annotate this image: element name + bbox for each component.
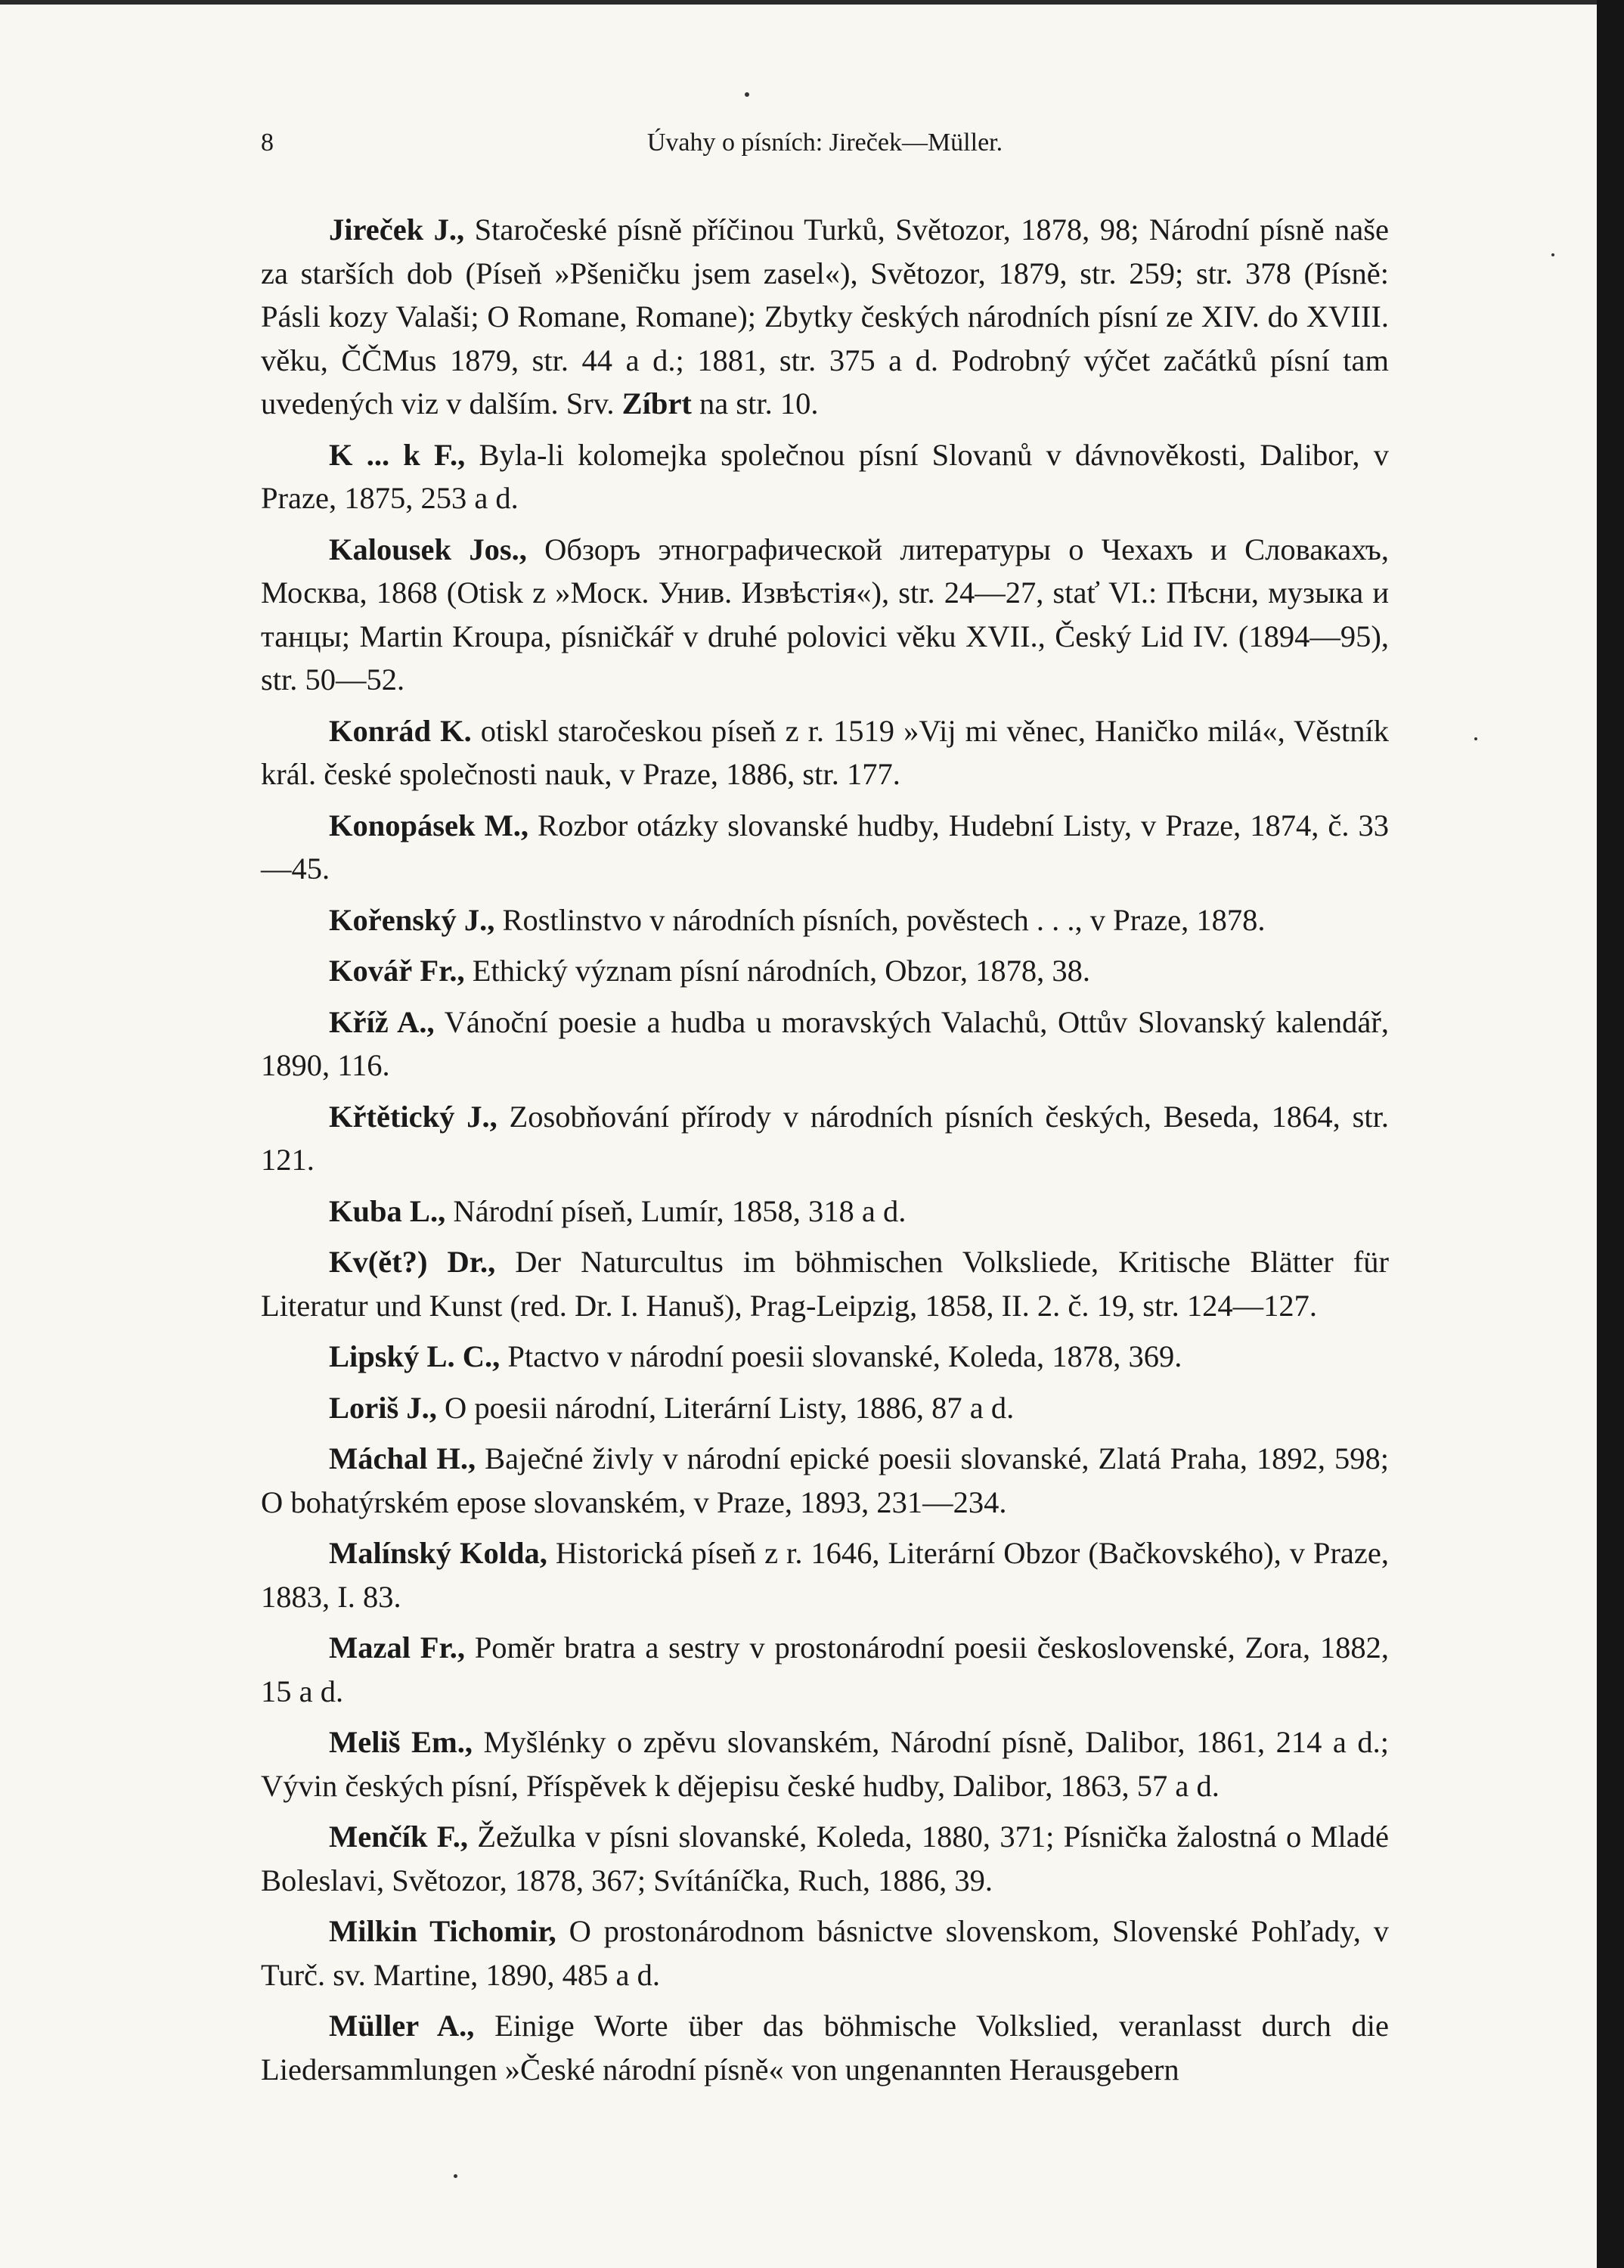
- entry-author: Lipský L. C.,: [329, 1339, 501, 1373]
- entry-text: Zosobňování přírody v národních písních českých, Beseda, 1864, str. 121.: [261, 1099, 1389, 1177]
- bibliography-body: [261, 208, 1389, 2099]
- entry-text: Poměr bratra a sestry v prostonárodní poesii československé, Zora, 1882, 15 a d.: [261, 1630, 1389, 1708]
- entry-author: Máchal H.,: [329, 1441, 476, 1475]
- entry-text: Historická píseň z r. 1646, Literární Obzor (Bačkovského), v Praze, 1883, I. 83.: [261, 1536, 1389, 1614]
- bibliography-entry: [261, 1626, 1389, 1713]
- entry-author: Kalousek Jos.,: [329, 532, 527, 566]
- page-number: 8: [261, 129, 274, 157]
- entry-text: Žežulka v písni slovanské, Koleda, 1880, 371; Písnička žalostná o Mladé Boleslavi, Světozor, 1878, 367; Svítáníčka, Ruch, 1886, 39.: [261, 1820, 1390, 1897]
- entry-author: Kv(ět?) Dr.,: [329, 1245, 496, 1279]
- entry-author: Müller A.,: [329, 2009, 475, 2043]
- entry-text: otiskl staročeskou píseň z r. 1519 »Vij mi věnec, Haničko milá«, Věstník král. české společnosti nauk, v Praze, 1886, str. 177.: [261, 713, 1389, 791]
- page-header: [261, 129, 1389, 174]
- entry-text: Baječné živly v národní epické poesii slovanské, Zlatá Praha, 1892, 598; O bohatýrském epose slovanském, v Praze, 1893, 231—234.: [261, 1441, 1389, 1519]
- bibliography-entry: [261, 1531, 1389, 1618]
- bibliography-entry: [261, 804, 1389, 891]
- scan-speck: [1551, 253, 1554, 256]
- scan-speck: [745, 92, 749, 97]
- entry-author: Menčík F.,: [329, 1820, 469, 1854]
- entry-author: Konrád K.: [329, 713, 472, 748]
- scan-edge-right: [1597, 0, 1624, 2268]
- entry-author: Mazal Fr.,: [329, 1630, 465, 1665]
- entry-text: Národní píseň, Lumír, 1858, 318 a d.: [445, 1193, 907, 1228]
- entry-author: Meliš Em.,: [329, 1725, 473, 1759]
- scan-edge-top: [0, 0, 1624, 5]
- entry-author: Kuba L.,: [329, 1193, 446, 1228]
- bibliography-entry: [261, 1910, 1389, 1997]
- bibliography-entry: [261, 1190, 1389, 1233]
- entry-text: O prostonárodnom básnictve slovenskom, Slovenské Pohľady, v Turč. sv. Martine, 1890, 485 a d.: [261, 1914, 1389, 1992]
- entry-author: K ... k F.,: [329, 437, 466, 472]
- entry-text: Einige Worte über das böhmische Volkslied, veranlasst durch die Liedersammlungen »České národní písně« von ungenannten Herausgebern: [261, 2009, 1389, 2086]
- bibliography-entry: [261, 1720, 1389, 1807]
- entry-text: Rozbor otázky slovanské hudby, Hudební Listy, v Praze, 1874, č. 33—45.: [261, 808, 1389, 886]
- entry-text: Ptactvo v národní poesii slovanské, Koleda, 1878, 369.: [500, 1339, 1182, 1373]
- bibliography-entry: [261, 709, 1389, 796]
- bibliography-entry: [261, 1815, 1389, 1902]
- bibliography-entry: [261, 1095, 1389, 1182]
- scan-speck: [1474, 737, 1477, 740]
- bibliography-entry: [261, 433, 1389, 520]
- bibliography-entry: [261, 528, 1389, 702]
- bibliography-entry: [261, 1437, 1389, 1524]
- entry-author: Milkin Tichomir,: [329, 1914, 556, 1948]
- entry-text: Обзоръ этнографической литературы о Чехахъ и Словакахъ, Москва, 1868 (Otisk z »Моск. Унив. Извѣстія«), str. 24—27, stať VI.: Пѣсни, музыка и танцы; Martin Kroupa, písničkář v druhé polovici věku XVII., Český Lid IV. (1894—95), str. 50—52.: [261, 532, 1389, 697]
- bibliography-entry: [261, 1386, 1389, 1430]
- bibliography-entry: [261, 1001, 1389, 1087]
- entry-author: Křtětický J.,: [329, 1099, 497, 1134]
- entry-author: Malínský Kolda,: [329, 1536, 547, 1570]
- running-title: Úvahy o písních: Jireček—Müller.: [646, 129, 1003, 157]
- bibliography-entry: [261, 898, 1389, 942]
- entry-author-secondary: Zíbrt: [621, 386, 692, 420]
- bibliography-entry: [261, 2004, 1389, 2091]
- entry-text: Myšlénky o zpěvu slovanském, Národní písně, Dalibor, 1861, 214 a d.; Vývin českých písní, Příspěvek k dějepisu české hudby, Dalibor, 1863, 57 a d.: [261, 1725, 1389, 1803]
- entry-text-secondary: na str. 10.: [691, 386, 819, 420]
- entry-author: Jireček J.,: [329, 213, 465, 247]
- scan-speck: [454, 2174, 457, 2178]
- bibliography-entry: [261, 1335, 1389, 1379]
- entry-author: Kořenský J.,: [329, 902, 495, 937]
- entry-author: Kovář Fr.,: [329, 954, 465, 988]
- entry-text: Staročeské písně příčinou Turků, Světozor, 1878, 98; Národní písně naše za starších dob (Píseň »Pšeničku jsem zasel«), Světozor, 1879, str. 259; str. 378 (Písně: Pásli kozy Valaši; O Romane, Romane); Zbytky českých národních písní ze XIV. do XVIII. věku, ČČMus 1879, str. 44 a d.; 1881, str. 375 a d. Podrobný výčet začátků písní tam uvedených viz v dalším. Srv.: [261, 213, 1389, 420]
- entry-text: Rostlinstvo v národních písních, pověstech . . ., v Praze, 1878.: [494, 902, 1266, 937]
- bibliography-entry: [261, 949, 1389, 993]
- entry-author: Konopásek M.,: [329, 808, 529, 842]
- entry-text: Der Naturcultus im böhmischen Volksliede, Kritische Blätter für Literatur und Kunst (red. Dr. I. Hanuš), Prag-Leipzig, 1858, II. 2. č. 19, str. 124—127.: [261, 1245, 1389, 1323]
- entry-text: Vánoční poesie a hudba u moravských Valachů, Ottův Slovanský kalendář, 1890, 116.: [261, 1004, 1389, 1082]
- entry-author: Loriš J.,: [329, 1390, 437, 1425]
- bibliography-entry: [261, 208, 1389, 426]
- entry-text: Byla-li kolomejka společnou písní Slovanů v dávnověkosti, Dalibor, v Praze, 1875, 253 a d.: [261, 437, 1389, 515]
- entry-author: Kříž A.,: [329, 1004, 435, 1039]
- bibliography-entry: [261, 1240, 1389, 1327]
- entry-text: O poesii národní, Literární Listy, 1886, 87 a d.: [436, 1390, 1015, 1425]
- entry-text: Ethický význam písní národních, Obzor, 1878, 38.: [464, 954, 1090, 988]
